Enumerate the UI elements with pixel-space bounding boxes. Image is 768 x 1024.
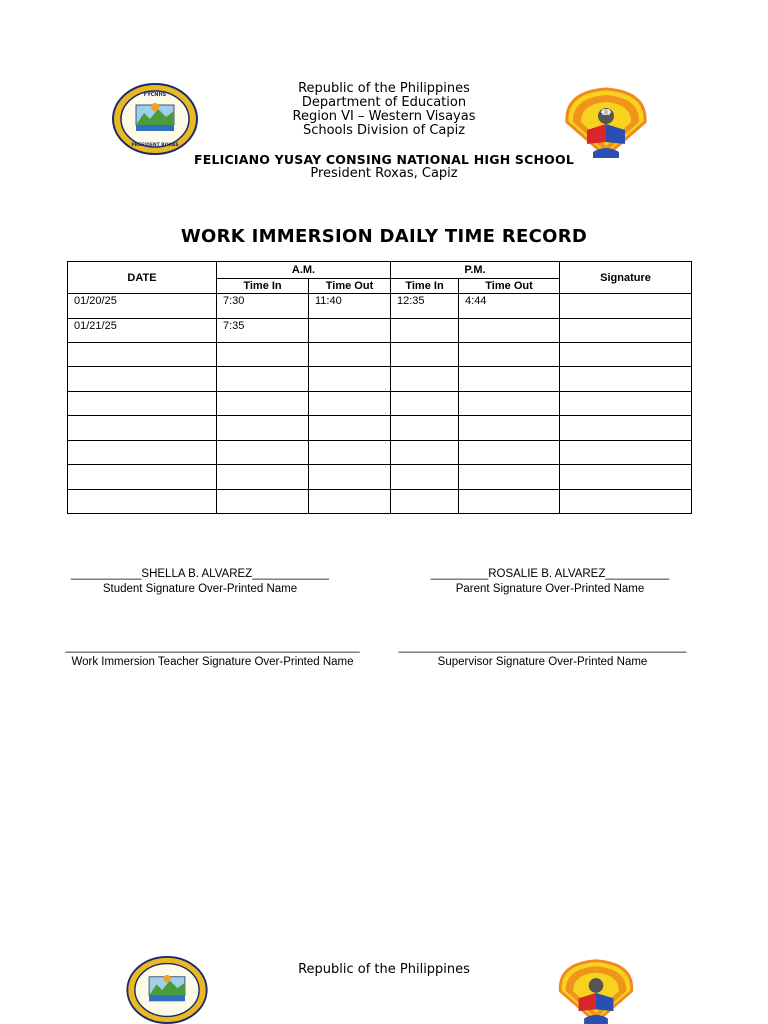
cell-pm-in bbox=[391, 489, 459, 513]
next-page-header-republic: Republic of the Philippines bbox=[298, 962, 470, 977]
time-record-table bbox=[67, 261, 692, 514]
header-pm-time-in: Time In bbox=[391, 278, 459, 294]
header-pm-time-out: Time Out bbox=[459, 278, 560, 294]
cell-pm-in bbox=[391, 367, 459, 391]
cell-signature bbox=[560, 367, 692, 391]
cell-pm-out bbox=[459, 489, 560, 513]
cell-am-in bbox=[217, 416, 309, 440]
cell-signature bbox=[560, 440, 692, 464]
header-am: A.M. bbox=[217, 262, 391, 279]
cell-am-out bbox=[309, 465, 391, 489]
header-signature: Signature bbox=[560, 262, 692, 294]
cell-am-in bbox=[217, 391, 309, 415]
cell-am-out bbox=[309, 416, 391, 440]
cell-am-in bbox=[217, 343, 309, 367]
cell-signature bbox=[560, 391, 692, 415]
cell-am-in bbox=[217, 440, 309, 464]
cell-date bbox=[68, 440, 217, 464]
cell-pm-in bbox=[391, 343, 459, 367]
table-row bbox=[68, 416, 692, 440]
cell-am-out bbox=[309, 391, 391, 415]
header-republic: Republic of the Philippines bbox=[298, 81, 470, 96]
cell-am-out bbox=[309, 367, 391, 391]
cell-am-in bbox=[217, 489, 309, 513]
header-am-time-out: Time Out bbox=[309, 278, 391, 294]
header-am-time-in: Time In bbox=[217, 278, 309, 294]
cell-am-out bbox=[309, 318, 391, 342]
table-row bbox=[68, 318, 692, 342]
cell-date bbox=[68, 416, 217, 440]
cell-date bbox=[68, 343, 217, 367]
parent-signature-caption: Parent Signature Over-Printed Name bbox=[455, 583, 645, 595]
cell-date bbox=[68, 465, 217, 489]
cell-pm-out bbox=[459, 367, 560, 391]
svg-text:PRESIDENT ROXAS: PRESIDENT ROXAS bbox=[131, 143, 179, 148]
cell-pm-in bbox=[391, 465, 459, 489]
header-pm: P.M. bbox=[391, 262, 560, 279]
table-row bbox=[68, 440, 692, 464]
student-signature-caption: Student Signature Over-Printed Name bbox=[102, 583, 298, 595]
teacher-signature-caption: Work Immersion Teacher Signature Over-Printed Name bbox=[71, 656, 354, 668]
cell-am-out bbox=[309, 440, 391, 464]
supervisor-signature-line: _____________________________________________ bbox=[398, 641, 687, 653]
cell-am-out: 11:40 bbox=[309, 294, 391, 318]
cell-am-out bbox=[309, 343, 391, 367]
cell-pm-in: 12:35 bbox=[391, 294, 459, 318]
cell-signature bbox=[560, 489, 692, 513]
cell-date bbox=[68, 489, 217, 513]
table-row bbox=[68, 489, 692, 513]
cell-signature bbox=[560, 318, 692, 342]
cell-pm-in bbox=[391, 416, 459, 440]
cell-date: 01/21/25 bbox=[68, 318, 217, 342]
parent-signature-line: _________ROSALIE B. ALVAREZ__________ bbox=[430, 568, 670, 580]
cell-pm-out bbox=[459, 416, 560, 440]
cell-am-in: 7:35 bbox=[217, 318, 309, 342]
cell-am-in bbox=[217, 465, 309, 489]
header-school-address: President Roxas, Capiz bbox=[310, 166, 458, 181]
header-school-name: FELICIANO YUSAY CONSING NATIONAL HIGH SCHOOL bbox=[194, 152, 574, 167]
table-row bbox=[68, 294, 692, 318]
cell-signature bbox=[560, 465, 692, 489]
teacher-signature-line: ______________________________________________ bbox=[65, 641, 360, 653]
cell-pm-out bbox=[459, 391, 560, 415]
cell-pm-out bbox=[459, 318, 560, 342]
student-signature-line: ___________SHELLA B. ALVAREZ____________ bbox=[71, 568, 329, 580]
cell-am-out bbox=[309, 489, 391, 513]
cell-date bbox=[68, 367, 217, 391]
table-row bbox=[68, 391, 692, 415]
cell-pm-out bbox=[459, 343, 560, 367]
cell-pm-out bbox=[459, 465, 560, 489]
cell-am-in bbox=[217, 367, 309, 391]
cell-pm-out bbox=[459, 440, 560, 464]
header-region: Region VI – Western Visayas bbox=[292, 109, 476, 124]
table-row bbox=[68, 465, 692, 489]
table-row bbox=[68, 343, 692, 367]
cell-signature bbox=[560, 343, 692, 367]
page-title: WORK IMMERSION DAILY TIME RECORD bbox=[180, 226, 588, 247]
header-date: DATE bbox=[68, 262, 217, 294]
cell-pm-in bbox=[391, 440, 459, 464]
supervisor-signature-caption: Supervisor Signature Over-Printed Name bbox=[437, 656, 648, 668]
cell-date bbox=[68, 391, 217, 415]
header-department: Department of Education bbox=[301, 95, 467, 110]
cell-pm-out: 4:44 bbox=[459, 294, 560, 318]
school-seal-text: FYCNHS bbox=[143, 92, 167, 98]
cell-pm-in bbox=[391, 318, 459, 342]
table-row bbox=[68, 367, 692, 391]
cell-pm-in bbox=[391, 391, 459, 415]
cell-signature bbox=[560, 294, 692, 318]
header-division: Schools Division of Capiz bbox=[302, 123, 466, 138]
cell-am-in: 7:30 bbox=[217, 294, 309, 318]
cell-date: 01/20/25 bbox=[68, 294, 217, 318]
cell-signature bbox=[560, 416, 692, 440]
